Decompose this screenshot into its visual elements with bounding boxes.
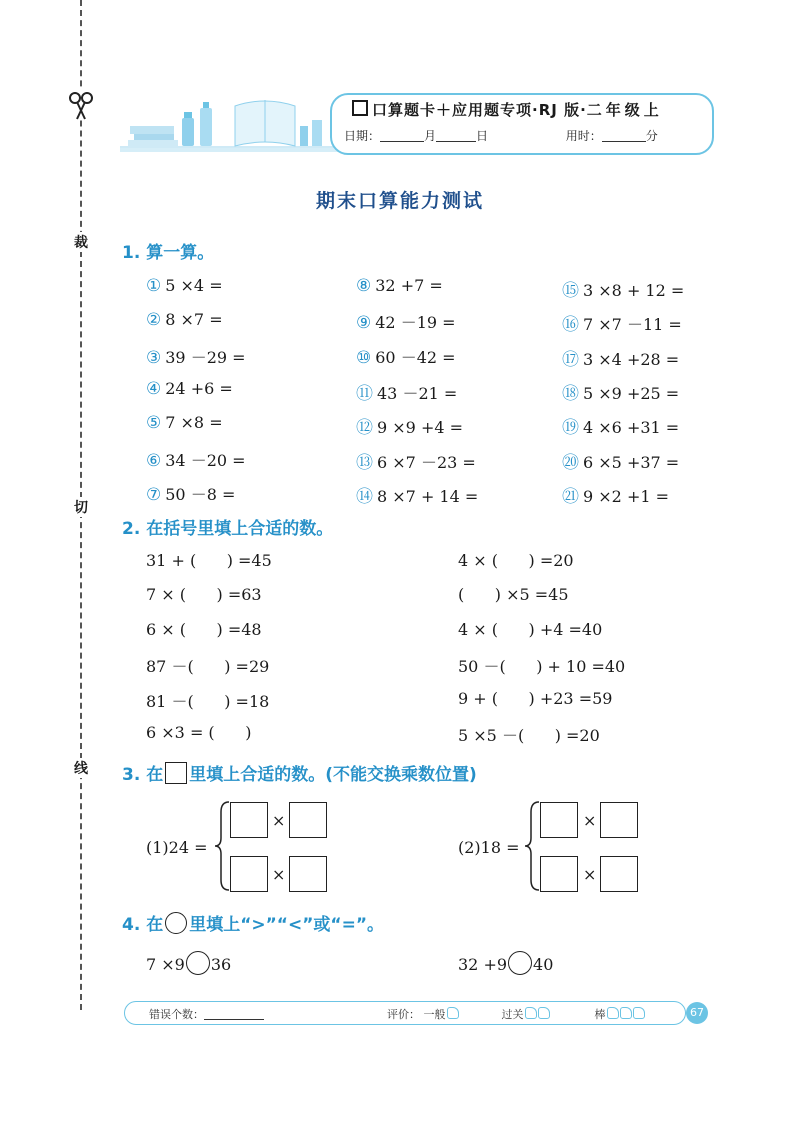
time-blank[interactable] [602,141,646,142]
calc-problem [562,345,679,370]
problem-number: ⑧ [356,276,372,296]
s3-item2-times2: × [583,865,597,884]
problem-expression: 3 ×4 +28 = [583,349,680,369]
problem-number: ⑭ [356,486,373,507]
margin-cut-char: 裁 [70,232,92,252]
margin-xian-char: 线 [70,758,92,778]
date-label: 日期： [344,129,381,143]
problem-number: ⑨ [356,313,372,334]
problem-number: ⑰ [562,349,579,370]
section4-title [122,910,384,935]
calc-problem [562,379,679,404]
problem-expression: 5 ×4 = [165,276,223,295]
fill-bracket-problem: 4 × ( ) =20 [458,551,574,570]
problem-number: ⑯ [562,315,579,336]
s3-item2-label: (2)18 = [458,838,520,857]
calc-problem [562,482,669,507]
problem-expression: 34 －20 = [165,450,246,470]
fill-bracket-problem: 81 －( ) =18 [146,691,270,711]
problem-number: ⑤ [146,413,162,434]
problem-number: ③ [146,347,162,368]
rating-field [387,1006,645,1022]
fill-bracket-problem: 31 + ( ) =45 [146,551,272,570]
problem-number: ⑩ [356,347,372,368]
header-title [352,99,663,120]
rating-label: 评价： [387,1008,420,1021]
rating-pass: 过关 [501,1008,524,1021]
s3-item2-box1[interactable] [540,802,578,838]
s4-right-problem [458,951,553,975]
series-title: 口算题卡＋应用题专项 [372,101,533,119]
header-info-line [344,127,658,144]
calc-problem [356,413,463,438]
problem-expression: 50 －8 = [165,484,236,504]
header-illustration [120,96,340,152]
errors-label: 错误个数： [149,1008,204,1021]
calc-problem [146,448,246,471]
s3-item2-box4[interactable] [600,856,638,892]
problem-expression: 9 ×2 +1 = [583,486,670,506]
s4-left-b: 36 [210,955,232,974]
s3-item2-times1: × [583,811,597,830]
calc-problem [562,310,682,335]
s3-item1-times2: × [272,865,286,884]
thumb-icon [607,1007,619,1019]
problem-expression: 39 －29 = [165,347,246,367]
box-icon [165,762,187,784]
section4-title-b: 里填上“>”“<”或“=”。 [189,915,384,935]
problem-expression: 6 ×7 －23 = [377,452,476,472]
fill-bracket-problem: 4 × ( ) +4 =40 [458,619,603,639]
calc-problem [356,310,456,333]
problem-number: ⑪ [356,383,373,404]
section3-title-a: 3. 在 [122,765,164,785]
problem-number: ⑫ [356,418,373,439]
problem-expression: 24 +6 = [165,378,233,398]
s3-item1-box2[interactable] [289,802,327,838]
s4-left-circle[interactable] [186,951,210,975]
s3-item1-box3[interactable] [230,856,268,892]
calc-problem [356,482,478,507]
calc-problem [146,345,246,368]
s3-item1-box4[interactable] [289,856,327,892]
fill-bracket-problem: 7 × ( ) =63 [146,585,262,605]
rating-general: 一般 [423,1008,446,1021]
calc-problem [146,276,223,296]
problem-expression: 43 －21 = [377,383,458,403]
section3-title [122,760,477,785]
header-box [330,93,714,155]
day-label: 日 [476,129,489,143]
rating-great: 棒 [594,1008,606,1021]
problem-number: ① [146,276,162,296]
problem-number: ⑥ [146,450,162,471]
thumb-icon [525,1007,537,1019]
calc-problem [562,448,679,473]
section2-title: 2. 在括号里填上合适的数。 [122,519,334,539]
calc-problem [356,276,443,296]
problem-number: ⑳ [562,452,579,473]
fill-bracket-problem: 87 －( ) =29 [146,657,270,677]
section1-title: 1. 算一算。 [122,243,215,263]
test-title: 期末口算能力测试 [315,190,484,212]
s3-item1-box1[interactable] [230,802,268,838]
s3-item2-box3[interactable] [540,856,578,892]
header-strip [120,148,350,152]
fill-bracket-problem: 6 ×3 = ( ) [146,723,252,742]
problem-expression: 6 ×5 +37 = [583,452,680,472]
problem-expression: 3 ×8 + 12 = [583,281,685,300]
problem-number: ⑬ [356,452,373,473]
errors-blank[interactable] [204,1019,264,1020]
scissors-icon [66,90,96,120]
problem-number: ⑲ [562,418,579,439]
circle-icon [165,912,187,934]
margin-qie-char: 切 [70,497,92,517]
problem-number: ⑮ [562,281,579,301]
problem-expression: 7 ×8 = [165,413,223,433]
square-icon [352,100,368,116]
calc-problem [562,413,679,438]
s3-item1-times1: × [272,811,286,830]
problem-expression: 8 ×7 = [165,310,223,330]
s4-left-problem [146,951,231,975]
page-number: 67 [686,1002,708,1024]
calc-problem [146,482,235,505]
grade: 二年级上 [586,101,663,119]
fill-bracket-problem: 5 ×5 －( ) =20 [458,726,600,745]
problem-number: ⑦ [146,484,162,505]
fill-bracket-problem: 50 －( ) + 10 =40 [458,657,626,677]
problem-expression: 60 －42 = [375,347,456,367]
s4-left-a: 7 ×9 [146,955,185,974]
problem-number: ② [146,310,162,331]
s4-right-b: 40 [533,955,554,974]
problem-expression: 32 +7 = [375,276,443,295]
s4-right-a: 32 +9 [458,955,508,974]
calc-problem [356,448,476,473]
calc-problem [146,413,223,433]
problem-number: ④ [146,378,162,399]
calc-problem [356,345,456,368]
day-blank[interactable] [436,141,476,142]
footer-bar [124,1001,686,1025]
problem-expression: 42 －19 = [375,313,456,333]
thumb-icon [620,1007,632,1019]
s3-item2-box2[interactable] [600,802,638,838]
fill-bracket-problem: 6 × ( ) =48 [146,619,262,639]
section3-title-b: 里填上合适的数。(不能交换乘数位置) [189,765,477,785]
calc-problem [562,276,684,301]
problem-expression: 9 ×9 +4 = [377,418,464,438]
thumb-icon [447,1007,459,1019]
errors-field [149,1006,264,1022]
s4-right-circle[interactable] [508,951,532,975]
edition: ·RJ 版· [532,101,587,119]
problem-number: ㉑ [562,486,579,507]
fill-bracket-problem: 9 + ( ) +23 =59 [458,688,613,708]
section4-title-a: 4. 在 [122,915,164,935]
date-blank[interactable] [380,141,424,142]
problem-expression: 7 ×7 －11 = [583,315,682,335]
thumb-icon [633,1007,645,1019]
problem-expression: 4 ×6 +31 = [583,418,680,438]
minute-label: 分 [645,129,658,143]
calc-problem [146,379,233,399]
s3-item1-label: (1)24 = [146,838,208,857]
calc-problem [146,310,223,330]
thumb-icon [538,1007,550,1019]
problem-expression: 5 ×9 +25 = [583,383,680,403]
problem-expression: 8 ×7 + 14 = [377,486,479,506]
fill-bracket-problem: ( ) ×5 =45 [458,585,569,605]
month-label: 月 [424,129,437,143]
time-label: 用时： [565,129,602,143]
problem-number: ⑱ [562,383,579,404]
calc-problem [356,379,457,404]
